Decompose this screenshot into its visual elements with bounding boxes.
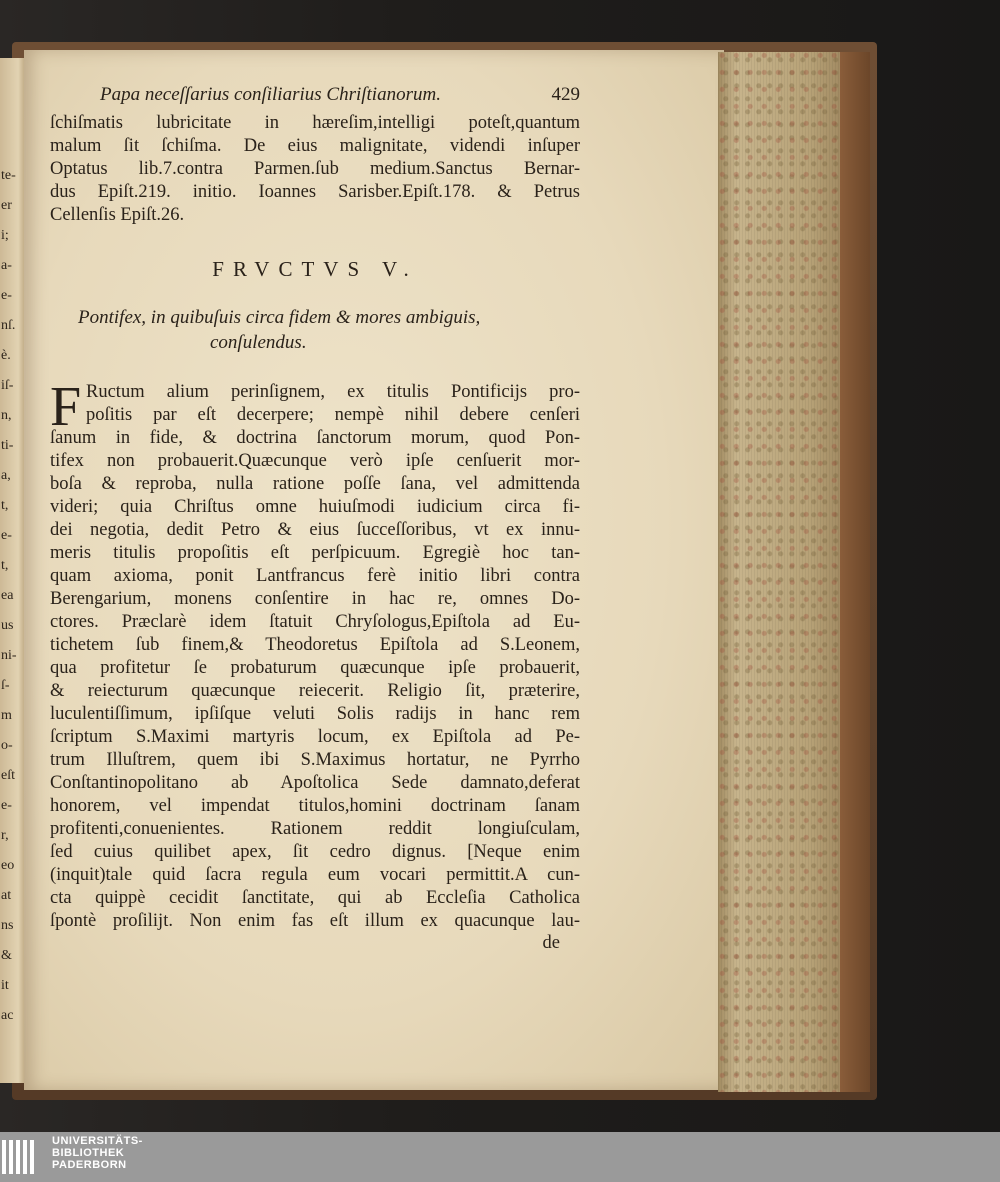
margin-fragment: è. xyxy=(1,348,11,363)
margin-fragment: o- xyxy=(1,738,13,753)
running-title: Papa neceſſarius conſiliarius Chriſtianorum. xyxy=(100,84,441,105)
library-logo-icon xyxy=(0,1134,42,1180)
text-line: poſitis par eſt decerpere; nempè nihil debere cenſeri xyxy=(86,405,580,425)
text-line: quam axioma, ponit Lantfrancus ferè initio libri contra xyxy=(50,566,580,586)
margin-fragment: eſt xyxy=(1,768,15,783)
margin-fragment: i; xyxy=(1,228,9,243)
text-line: Cellenſis Epiſt.26. xyxy=(50,205,185,225)
margin-fragment: er xyxy=(1,198,12,213)
margin-fragment: us xyxy=(1,618,14,633)
page-fore-edge xyxy=(718,52,870,1092)
margin-fragment: ſ- xyxy=(1,678,10,693)
margin-fragment: ni- xyxy=(1,648,17,663)
text-line: Conſtantinopolitano ab Apoſtolica Sede damnato,deferat xyxy=(50,773,580,793)
left-page-edge xyxy=(0,58,26,1083)
page-number: 429 xyxy=(551,84,580,105)
text-line: meris titulis propoſitis eſt perſpicuum. Egregiè hoc tan- xyxy=(50,543,580,563)
text-line: ſanum in fide, & doctrina ſanctorum morum, quod Pon- xyxy=(50,428,580,448)
text-line: ſpontè proſilijt. Non enim fas eſt illum ex quacunque lau- xyxy=(50,911,580,931)
subtitle-line: Pontifex, in quibuſuis circa fidem & mores ambiguis, xyxy=(78,307,481,328)
text-line: ſed cuius quilibet apex, ſit cedro dignus. [Neque enim xyxy=(50,842,580,862)
catchword: de xyxy=(542,933,560,953)
text-line: dei negotia, dedit Petro & eius ſucceſſoribus, vt ex innu- xyxy=(50,520,580,540)
text-line: Optatus lib.7.contra Parmen.ſub medium.Sanctus Bernar- xyxy=(50,159,580,179)
margin-fragment: e- xyxy=(1,528,12,543)
library-name-line: PADERBORN xyxy=(52,1159,127,1171)
text-line: profitenti,conuenientes. Rationem reddit longiuſculam, xyxy=(50,819,580,839)
library-footer xyxy=(0,1132,1000,1182)
margin-fragment: r, xyxy=(1,828,9,843)
page-text xyxy=(50,84,580,954)
margin-fragment: ea xyxy=(1,588,14,603)
margin-fragment: a- xyxy=(1,258,12,273)
chapter-subtitle xyxy=(50,305,580,355)
drop-capital: F xyxy=(50,376,82,438)
margin-fragment: it xyxy=(1,978,9,993)
margin-fragment: a, xyxy=(1,468,11,483)
margin-fragment: nſ. xyxy=(1,318,16,333)
text-line: Berengarium, monens conſentire in hac re, omnes Do- xyxy=(50,589,580,609)
text-line: Ructum alium perinſignem, ex titulis Pontificijs pro- xyxy=(86,382,580,402)
margin-fragment: eo xyxy=(1,858,15,873)
chapter-heading: FRVCTVS V. xyxy=(212,257,418,281)
running-head xyxy=(50,84,580,112)
text-line: boſa & reproba, nulla ratione poſſe ſana, vel admittenda xyxy=(50,474,580,494)
margin-fragment: ns xyxy=(1,918,14,933)
margin-fragment: iſ- xyxy=(1,378,14,393)
text-line: cta quippè cecidit ſanctitate, qui ab Eccleſia Catholica xyxy=(50,888,580,908)
library-name-line: BIBLIOTHEK xyxy=(52,1147,125,1159)
margin-fragment: t, xyxy=(1,558,9,573)
text-line: qua profitetur ſe probaturum quæcunque ipſe probauerit, xyxy=(50,658,580,678)
text-line: dus Epiſt.219. initio. Ioannes Sarisber.Epiſt.178. & Petrus xyxy=(50,182,580,202)
text-line: trum Illuſtrem, quem ibi S.Maximus hortatur, ne Pyrrho xyxy=(50,750,580,770)
subtitle-line: conſulendus. xyxy=(210,332,307,353)
text-line: malum ſit ſchiſma. De eius malignitate, videndi inſuper xyxy=(50,136,580,156)
margin-fragment: ti- xyxy=(1,438,14,453)
library-name-line: UNIVERSITÄTS- xyxy=(52,1135,143,1147)
margin-fragment: t, xyxy=(1,498,9,513)
library-name xyxy=(52,1135,143,1171)
text-line: & reiecturum quæcunque reiecerit. Religio ſit, præterire, xyxy=(50,681,580,701)
margin-fragment: m xyxy=(1,708,12,723)
margin-fragment: & xyxy=(1,948,12,963)
text-line: tichetem ſub finem,& Theodoretus Epiſtola ad S.Leonem, xyxy=(50,635,580,655)
top-paragraph xyxy=(50,112,580,227)
cover-edge xyxy=(840,52,870,1092)
text-line: luculentiſſimum, ipſiſque veluti Solis radijs in hanc rem xyxy=(50,704,580,724)
body-paragraph xyxy=(50,376,580,933)
margin-fragment: e- xyxy=(1,288,12,303)
text-line: (inquit)tale quid ſacra regula eum vocari permittit.A cun- xyxy=(50,865,580,885)
margin-fragment: at xyxy=(1,888,12,903)
text-line: honorem, vel impendat titulos,homini doctrinam ſanam xyxy=(50,796,580,816)
margin-fragment: e- xyxy=(1,798,12,813)
text-line: tifex non probauerit.Quæcunque verò ipſe cenſuerit mor- xyxy=(50,451,580,471)
margin-fragment: n, xyxy=(1,408,12,423)
text-line: ctores. Præclarè idem ſtatuit Chryſologus,Epiſtola ad Eu- xyxy=(50,612,580,632)
text-line: ſcriptum S.Maximi martyris locum, ex Epiſtola ad Pe- xyxy=(50,727,580,747)
margin-fragment: ac xyxy=(1,1008,14,1023)
margin-fragment: te- xyxy=(1,168,16,183)
text-line: videri; quia Chriſtus omne huiuſmodi iudicium circa fi- xyxy=(50,497,580,517)
text-line: ſchiſmatis lubricitate in hæreſim,intelligi poteſt,quantum xyxy=(50,113,580,133)
